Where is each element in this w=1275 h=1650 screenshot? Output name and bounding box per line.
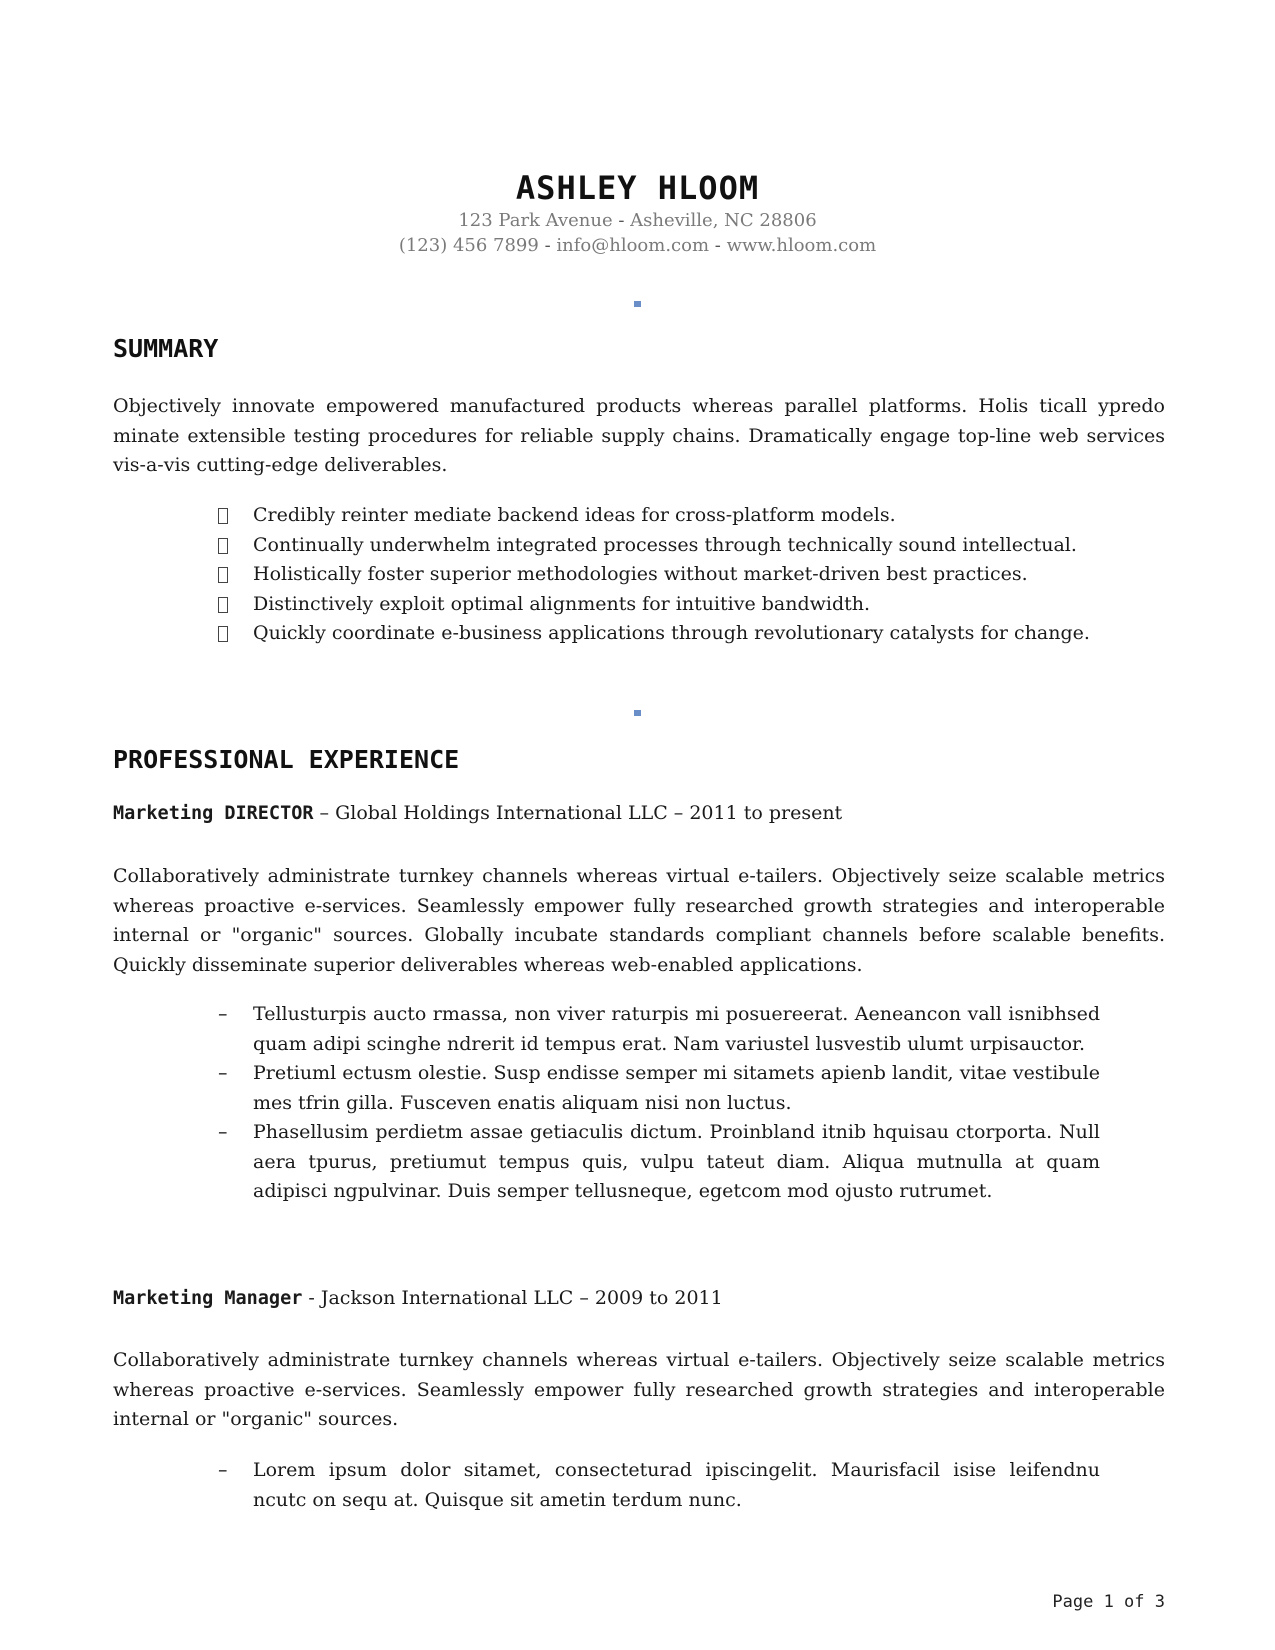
- box-bullet-icon: [218, 560, 228, 593]
- contact-line: [0, 233, 1275, 258]
- candidate-name: ASHLEY HLOOM: [515, 169, 760, 207]
- list-item-text: Phasellusim perdietm assae getiaculis dictum. Proinbland itnib hquisau ctorporta. Null aera tpurus, pretiumut tempus quis, vulpu tateut diam. Aliqua mutnulla at quam adipisci ngpulvinar. Duis semper tellusneque, egetcom mod ojusto rutrumet.: [253, 1121, 1100, 1202]
- list-item: [215, 501, 1100, 531]
- job-title-line: [113, 802, 842, 824]
- summary-bullet-list: [215, 501, 1100, 649]
- list-item: [215, 1000, 1100, 1059]
- dash-bullet-icon: –: [218, 1062, 228, 1084]
- page-number: Page 1 of 3: [1052, 1592, 1165, 1612]
- dash-bullet-icon: –: [218, 1459, 228, 1481]
- job-role: Marketing Manager: [113, 1288, 303, 1309]
- list-item-text: Holistically foster superior methodologies without market-driven best practices.: [253, 563, 1028, 585]
- street-address: 123 Park Avenue: [458, 210, 613, 231]
- box-bullet-icon: [218, 531, 228, 564]
- list-item: [215, 531, 1100, 561]
- list-item: [215, 619, 1100, 649]
- box-bullet-icon: [218, 590, 228, 623]
- list-item-text: Continually underwhelm integrated processes through technically sound intellectual.: [253, 533, 1077, 556]
- job-bullet-list: [215, 1456, 1100, 1515]
- experience-heading: PROFESSIONAL EXPERIENCE: [113, 745, 460, 774]
- address-line: [0, 208, 1275, 233]
- list-item-text: Distinctively exploit optimal alignments for intuitive bandwidth.: [253, 592, 871, 615]
- resume-header: [0, 168, 1275, 258]
- job-role: Marketing DIRECTOR: [113, 803, 314, 824]
- job-description: Collaboratively administrate turnkey channels whereas virtual e-tailers. Objectively seize scalable metrics whereas proactive e-services. Seamlessly empower fully researched growth strategies and interoperable internal or "organic" sources. Globally incubate standards compliant channels before scalable benefits. Quickly disseminate superior deliverables whereas web-enabled applications.: [113, 865, 1165, 976]
- box-bullet-icon: [218, 501, 228, 534]
- list-item: [215, 1456, 1100, 1515]
- dash-bullet-icon: –: [218, 1121, 228, 1143]
- job-bullet-list: [215, 1000, 1100, 1207]
- list-item-text: Lorem ipsum dolor sitamet, consecteturad ipiscingelit. Maurisfacil isise leifendnu ncutc on sequ at. Quisque sit ametin terdum nunc.: [253, 1459, 1100, 1511]
- box-bullet-icon: [218, 619, 228, 652]
- list-item: [215, 560, 1100, 590]
- job-title-line: [113, 1287, 723, 1309]
- phone-number: (123) 456 7899: [398, 235, 539, 256]
- section-divider-marker: [634, 301, 641, 307]
- email-address: info@hloom.com: [556, 235, 710, 256]
- separator: -: [709, 235, 727, 256]
- list-item: [215, 1118, 1100, 1207]
- separator: -: [538, 235, 557, 256]
- list-item-text: Quickly coordinate e-business applications through revolutionary catalysts for change.: [253, 622, 1090, 644]
- job-details: – Global Holdings International LLC – 2011 to present: [313, 802, 843, 824]
- list-item-text: Pretiuml ectusm olestie. Susp endisse semper mi sitamets apienb landit, vitae vestibule mes tfrin gilla. Fusceven enatis aliquam nisi non luctus.: [253, 1062, 1100, 1114]
- job-details: - Jackson International LLC – 2009 to 2011: [302, 1287, 723, 1309]
- summary-heading: SUMMARY: [113, 334, 219, 363]
- summary-paragraph: Objectively innovate empowered manufactured products whereas parallel platforms. Holis ticall ypredo minate extensible testing procedures for reliable supply chains. Dramatically engage top-line web services vis-a-vis cutting-edge deliverables.: [113, 395, 1165, 476]
- job-description: Collaboratively administrate turnkey channels whereas virtual e-tailers. Objectively seize scalable metrics whereas proactive e-services. Seamlessly empower fully researched growth strategies and interoperable internal or "organic" sources.: [113, 1349, 1165, 1430]
- list-item-text: Tellusturpis aucto rmassa, non viver raturpis mi posuereerat. Aeneancon vall isnibhsed quam adipi scinghe ndrerit id tempus erat. Nam variustel lusvestib ulumt urpisauctor.: [253, 1003, 1100, 1055]
- city-address: Asheville, NC 28806: [630, 210, 817, 231]
- dash-bullet-icon: –: [218, 1003, 228, 1025]
- separator: -: [612, 210, 631, 231]
- section-divider-marker: [634, 710, 641, 716]
- list-item: [215, 1059, 1100, 1118]
- website-url: www.hloom.com: [726, 235, 877, 256]
- list-item-text: Credibly reinter mediate backend ideas for cross-platform models.: [253, 504, 896, 526]
- list-item: [215, 590, 1100, 620]
